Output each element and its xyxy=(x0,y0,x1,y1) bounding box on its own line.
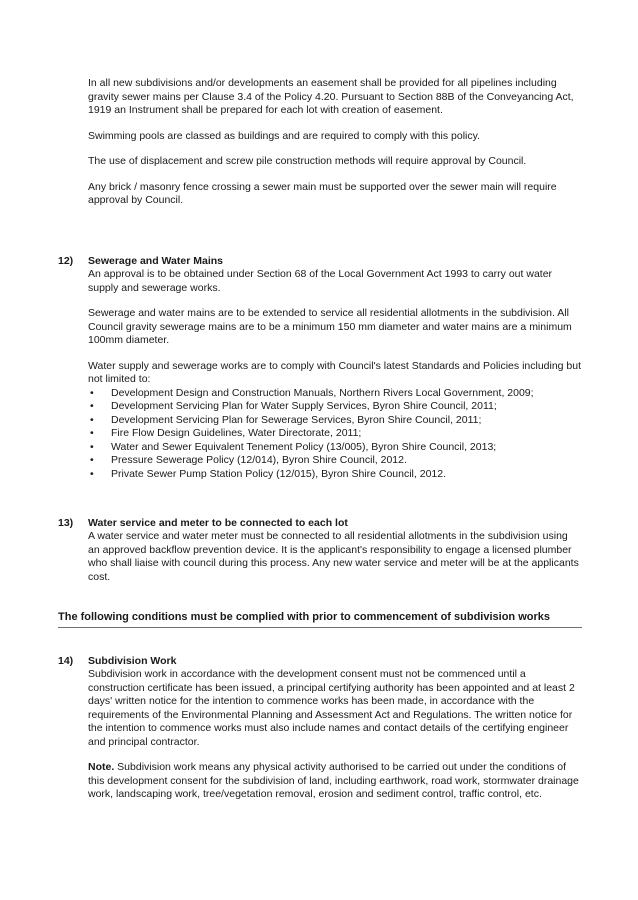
bullet-icon: • xyxy=(90,400,94,412)
note-paragraph xyxy=(88,761,582,802)
bullet-icon: • xyxy=(90,427,94,439)
section-12-heading: Sewerage and Water Mains xyxy=(88,255,223,267)
list-item: • Fire Flow Design Guidelines, Water Directorate, 2011; xyxy=(90,427,362,439)
section-13-heading: Water service and meter to be connected to each lot xyxy=(88,517,348,529)
standards-list xyxy=(88,387,582,482)
list-item: • Water and Sewer Equivalent Tenement Policy (13/005), Byron Shire Council, 2013; xyxy=(90,440,497,453)
pile-construction-paragraph: The use of displacement and screw pile construction methods will require approval by Council. xyxy=(88,155,527,167)
note-text: Subdivision work means any physical activity authorised to be carried out under the conditions of this development consent for the subdivision of land, including earthwork, road work, stormwater drainage work, landscaping work, tree/vegetation removal, erosion and sediment control, traffic control, etc. xyxy=(88,761,579,800)
bullet-icon: • xyxy=(90,440,94,453)
section-12-standards-paragraph: Water supply and sewerage works are to comply with Council's latest Standards and Policies including but not limited to: xyxy=(88,359,582,385)
bullet-icon: • xyxy=(90,386,94,399)
fence-crossing-paragraph: Any brick / masonry fence crossing a sewer main must be supported over the sewer main will require approval by Council. xyxy=(88,180,557,206)
list-item: • Development Servicing Plan for Sewerage Services, Byron Shire Council, 2011; xyxy=(90,413,482,426)
bullet-icon: • xyxy=(90,454,94,466)
swimming-pools-paragraph: Swimming pools are classed as buildings and are required to comply with this policy. xyxy=(88,129,480,142)
section-14-body xyxy=(88,668,582,814)
section-13-number: 13) xyxy=(58,517,74,529)
section-13-body xyxy=(88,530,582,596)
subdivision-works-banner: The following conditions must be complied with prior to commencement of subdivision works xyxy=(58,611,582,628)
list-item: • Development Design and Construction Manuals, Northern Rivers Local Government, 2009; xyxy=(90,386,534,399)
bullet-icon: • xyxy=(90,413,94,426)
section-12-body xyxy=(88,268,582,481)
section-13-paragraph: A water service and water meter must be connected to all residential allotments in the subdivision using an approved backflow prevention device. It is the applicant's responsibility to engage a licensed plumber who shall liaise with council during this process. Any new water service and meter will be at the applicants cost. xyxy=(88,530,579,583)
list-item: • Pressure Sewerage Policy (12/014), Byron Shire Council, 2012. xyxy=(90,454,407,466)
section-12-approval-paragraph: An approval is to be obtained under Section 68 of the Local Government Act 1993 to carry out water supply and sewerage works. xyxy=(88,268,553,294)
section-14-paragraph: Subdivision work in accordance with the development consent must not be commenced until a construction certificate has been issued, a principal certifying authority has been appointed and at least 2 days' written notice for the intention to commence works has been made, in accordance with the requirements of the Environmental Planning and Assessment Act and Regulations. The written notice for the intention to commence works must also include names and contact details of the certifying engineer and principal contractor. xyxy=(88,668,575,748)
bullet-icon: • xyxy=(90,467,94,480)
section-14-number: 14) xyxy=(58,655,74,667)
note-label: Note. xyxy=(88,761,115,773)
intro-section xyxy=(88,77,582,220)
easement-paragraph: In all new subdivisions and/or developments an easement shall be provided for all pipelines including gravity sewer mains per Clause 3.4 of the Policy 4.20. Pursuant to Section 88B of the Conveyancing Act, 1919 an Instrument shall be prepared for each lot with creation of easement. xyxy=(88,77,574,116)
list-item: • Development Servicing Plan for Water Supply Services, Byron Shire Council, 2011; xyxy=(90,400,497,412)
section-12-mains-paragraph: Sewerage and water mains are to be extended to service all residential allotments in the subdivision. All Council gravity sewerage mains are to be a minimum 150 mm diameter and water mains are a minimum 100mm diameter. xyxy=(88,307,572,346)
section-14-heading: Subdivision Work xyxy=(88,655,177,667)
section-12-number: 12) xyxy=(58,255,74,267)
list-item: • Private Sewer Pump Station Policy (12/015), Byron Shire Council, 2012. xyxy=(90,467,447,480)
